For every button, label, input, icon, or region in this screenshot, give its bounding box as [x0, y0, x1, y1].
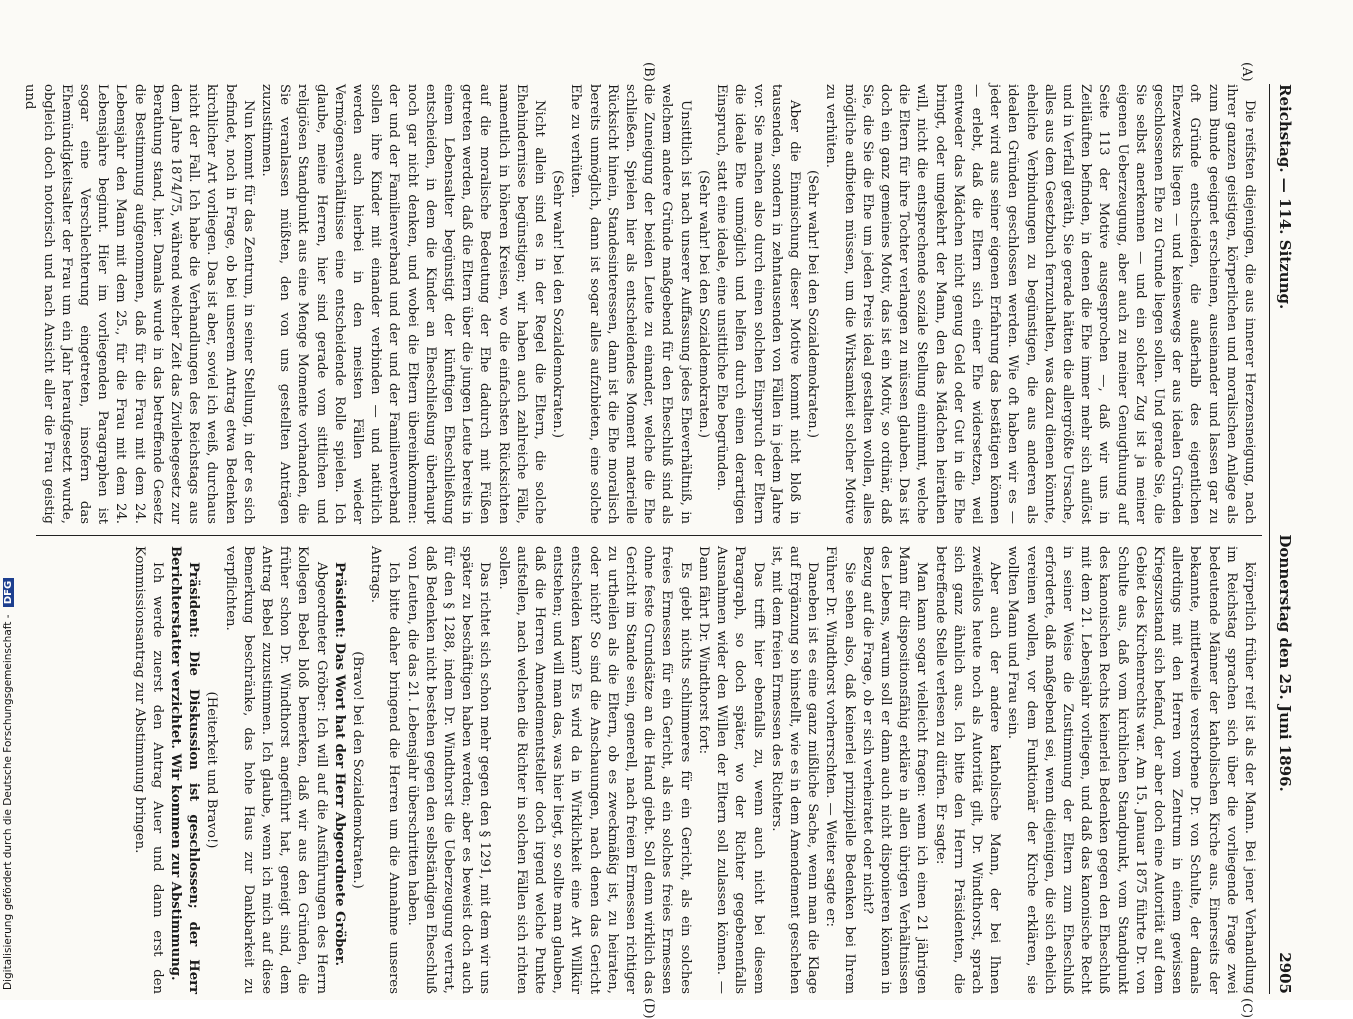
digitization-footer — [2, 578, 14, 990]
page-number: 2905 — [1276, 952, 1294, 994]
paragraph: Aber auch der andere katholische Mann, der bei Ihnen zweifellos heute noch als Autorität gilt, Dr. Windthorst, sprach sich ganz ähnlich aus. Ich bitte den Herrn Präsidenten, die betreffende Stelle verlesen zu dürfen. Er sagte: — [932, 546, 1003, 994]
speaker-paragraph: Präsident: Das Wort hat der Herr Abgeordnete Gröber. — [331, 562, 347, 967]
paragraph: Man kann sogar vielleicht fragen: wenn ich einen 21 jährigen Mann für dispositionsfähig erkläre in allen übrigen Verhältnissen des Lebens, warum soll er dann auch nicht disponieren können in Bezug auf die Frage, ob er sich verheiratet oder nicht? — [859, 546, 930, 994]
dfg-logo: DFG — [3, 578, 14, 607]
paragraph: Unsittlich ist nach unserer Auffassung jedes Eheverhältniß, in welchem andere Gründe maßgebend für den Eheschluß sind als die Zuneigung der beiden Leute zu einander, welche die Ehe schließen. Spielen hier als entscheidendes Moment materielle Rücksicht hinein, Standesinteressen, dann ist die Ehe moralisch bereits unmöglich, dann ist sogar alles aufzubieten, eine solche Ehe zu verhüten. — [568, 84, 693, 524]
header-title: Reichstag. — 114. Sitzung. — [1276, 84, 1294, 310]
paragraph: körperlich früher reif ist als der Mann. Bei jener Verhandlung im Reichstag sprachen sich über die vorliegende Frage zwei bedeutende Männer der katholischen Kirche aus. Einerseits der bekannte, mittlerweile verstorbene Dr. von Schulte, der damals allerdings mit den Herren vom Zentrum in einem gewissen Kriegszustand sich befand, der aber doch eine Autorität auf dem Gebiet des Kirchenrechts war. Am 15. Januar 1875 führte Dr. von Schulte aus, daß vom kirchlichen Standpunkt, vom Standpunkt des kanonischen Rechts keinerlei Bedenken gegen den Eheschluß mit dem 21. Lebensjahr vorliegen, und daß das kanonische Recht in seiner Weise die Zustimmung der Eltern zum Eheschluß erforderte, daß maßgebend sei, wenn diejenigen, die sich ehelich vereinen wollen, vor dem Funktionär der Kirche erklären, sie wollten Mann und Frau sein. — [1005, 546, 1257, 994]
right-text-column — [38, 546, 1258, 994]
interjection: (Sehr wahr! bei den Sozialdemokraten.) — [550, 170, 566, 438]
paragraph: Nicht allein sind es in der Regel die Eltern, die solche Ehehindernisse begünstigen; wir haben auch zahlreiche Fälle, namentlich in höheren Kreisen, wo die einfachsten Rücksichten auf die moralische Bedeutung der Ehe dadurch mit Füßen getreten werden, daß die Eltern über die jungen Leute bereits in einem Lebensalter begünstigt der künftigen Eheschließung entscheiden, in dem die Kinder an Eheschließung überhaupt noch gar nicht denken, und wobei die Eltern übereinkommen: der und der Familienverband und der und der Familienverband sollen ihre Kinder mit einander verbinden — und natürlich werden auch hierbei in den meisten Fällen wieder Vermögensverhältnisse eine entscheidende Rolle spielen. Ich glaube, meine Herren, hier sind gerade vom sittlichen und religiösen Standpunkt aus eine Menge Momente vorhanden, die Sie veranlassen müßten, den von uns gestellten Anträgen zuzustimmen. — [259, 84, 548, 524]
page-header — [1269, 84, 1296, 994]
paragraph: Es giebt nichts schlimmeres für ein Gericht, als ein solches freies Ermessen für ein Gericht, als ein solches freies Ermessen ohne feste Grundsätze an die Hand giebt. Soll denn wirklich das Gericht im Stande sein, generell, nach freiem Ermessen richtiger zu urtheilen als die Eltern, ob es zweckmäßig ist, zu heiraten, oder nicht? So sind die Anschauungen, nach denen das Gericht entscheiden kann? Es wird da in Wirklichkeit eine Art Willkür entstehen; und will man das, was hier liegt, so sollte man glauben, daß die Herren Amendementsteller doch irgend welche Punkte aufstellen, nach welchen die Richter in solchen Fällen sich richten sollen. — [495, 546, 693, 994]
margin-mark-d: (D) — [641, 998, 656, 1019]
paragraph: Ich bitte daher bringend die Herren um die Annahme unseres Antrags. — [368, 546, 402, 994]
interjection: (Sehr wahr! bei den Sozialdemokraten.) — [695, 170, 711, 438]
speaker-paragraph: Präsident: Die Diskussion ist geschlossen; der Herr Berichterstatter verzichtet. Wir kommen zur Abstimmung. — [168, 546, 202, 994]
margin-mark-c: (C) — [1239, 998, 1254, 1019]
paragraph: Nun kommt für das Zentrum, in seiner Stellung, in der es sich befindet, noch in Frage, ob bei unserem Antrag etwa Bedenken kirchlicher Art vorliegen. Das ist aber, soviel ich weiß, durchaus nicht der Fall. Ich habe die Verhandlungen des Reichstags aus dem Jahre 1874/75, während welcher Zeit das Zivilehegesetz zur Berathung stand, hier. Damals wurde in das betreffende Gesetz die Bestimmung aufgenommen, daß für die Frau mit dem 24. Lebensjahr den Mann mit dem 25., für die Frau mit dem 24. Lebensjahre beginnt. Hier im vorliegenden Paragraphen ist sogar eine Verschlechterung eingetreten, insofern das Ehemündigkeitsalter der Frau um ein Jahr heraufgesetzt wurde, obgleich doch notorisch und nach Ansicht aller die Frau geistig und — [22, 84, 256, 524]
interjection: (Sehr wahr! bei den Sozialdemokraten.) — [805, 170, 821, 438]
margin-mark-b: (B) — [641, 62, 656, 82]
header-date — [1276, 534, 1294, 994]
left-text-column — [22, 84, 1258, 524]
paragraph: Sie sehen also, daß keinerlei prinzipielle Bedenken bei Ihrem Führer Dr. Windthorst vorherrschten. — Weiter sagte er: — [823, 546, 857, 994]
paragraph: Das trifft hier ebenfalls zu, wenn auch nicht bei diesem Paragraph, so doch später, wo der Richter gegebenenfalls Ausnahmen wider den Willen der Eltern soll zulassen können. — Dann fährt Dr. Windthorst fort: — [695, 546, 766, 994]
paragraph: Die reifsten diejenigen, die aus innerer Herzensneigung, nach ihrer ganzen geistigen, körperlichen und moralischen Anlage als zum Bunde geeignet erscheinen, auseinander und lassen gar zu oft Gründe entscheiden, die außerhalb des eigentlichen Ehezwecks liegen — und keineswegs der aus idealen Gründen geschlossenen Ehe zu Grunde liegen sollen. Und gerade Sie, die Sie selbst anerkennen — und ein solcher Zug ist ja meiner eigenen Ueberzeugung, aber auch zu meiner Genugthuung auf Seite 113 der Motive ausgesprochen —, daß wir uns in Zeitläuften befinden, in denen die Ehe immer mehr sich auflöst und in Verfall geräth, Sie gerade hätten die allergrößte Ursache, alles aus dem Gesetzbuch fernzuhalten, was dazu dienen könnte, eheliche Verbindungen zu begünstigen, die aus anderen als idealen Gründen geschlossen werden. Wie oft haben wir es — jeder wird aus seiner eigenen Erfahrung das bestätigen können — erlebt, daß die Eltern sich einer Ehe widersetzen, weil entweder das Mädchen nicht genug Geld oder Gut in die Ehe bringt, oder umgekehrt der Mann, den das Mädchen heirathen will, nicht die entsprechende soziale Stellung einnimmt, welche die Eltern für ihre Tochter verlangen zu müssen glauben. Das ist doch ein ganz gemeines Motiv, das ist ein Motiv, so ordinär, daß Sie, die Sie die Ehe um jeden Preis ideal gestalten wollen, alles mögliche aufbieten müssen, um die Wirksamkeit solcher Motive zu verhüten. — [823, 84, 1257, 524]
interjection: (Bravo! bei den Sozialdemokraten.) — [350, 651, 366, 889]
footer-text: Digitalisierung gefördert durch die Deutsche Forschungsgemeinschaft - — [2, 614, 14, 990]
header-date-text: Donnerstag den 25. Juni 1896. — [1276, 534, 1294, 792]
paragraph: Das richtet sich schon mehr gegen den § 1291, mit dem wir uns später zu beschäftigen haben werden; aber es beweist doch auch für den § 1288, indem Dr. Windthorst die Ueberzeugung vertrat, daß Bedenken nicht bestehen gegen den selbständigen Eheschluß von Leuten, die das 21. Lebensjahr überschritten haben. — [404, 546, 493, 994]
paragraph: Ich werde zuerst den Antrag Auer und dann erst den Kommissionsantrag zur Abstimmung bringen. — [131, 546, 165, 994]
paragraph: Aber die Einmischung dieser Motive kommt nicht bloß in tausenden, sondern in zehntausenden von Fällen in jedem Jahre vor. Sie machen also durch einen solchen Einspruch der Eltern die ideale Ehe unmöglich und helfen durch einen derartigen Einspruch, statt eine ideale, eine unsittliche Ehe begründen. — [714, 84, 802, 524]
interjection: (Heiterkeit und Bravo!) — [204, 691, 220, 849]
margin-mark-a: (A) — [1239, 62, 1254, 82]
paragraph: Abgeordneter Gröber: Ich will auf die Ausführungen des Herrn Kollegen Bebel bloß bemerken, daß wir aus den Gründen, die früher schon Dr. Windthorst angeführt hat, geneigt sind, dem Antrag Bebel zuzustimmen. Ich glaube, wenn ich mich auf diese Bemerkung beschränke, das hohe Haus zur Dankbarkeit zu verpflichten. — [222, 546, 329, 994]
paragraph: Daneben ist es eine ganz mißliche Sache, wenn man die Klage auf Ergänzung so hinstellt, wie es in dem Amendement geschehen ist, mit dem freien Ermessen des Richters. — [768, 546, 821, 994]
rotated-page-content — [22, 62, 1296, 1019]
column-divider — [36, 535, 1262, 536]
